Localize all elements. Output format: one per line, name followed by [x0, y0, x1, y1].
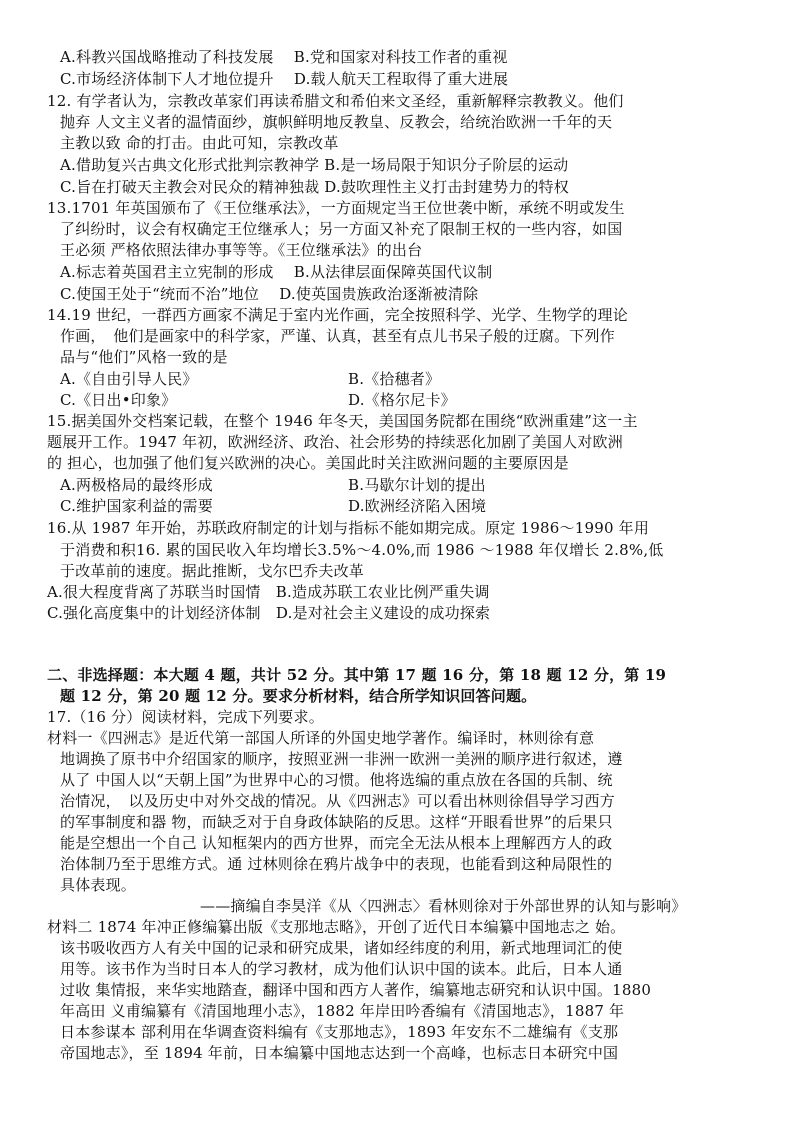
q13-stem: 王必须 严格依照法律办事等等。《王位继承法》的出台: [60, 241, 423, 259]
material-one-text: 的军事制度和器 物，而缺乏对于自身政体缺陷的反思。这样“开眼看世界”的后果只: [60, 813, 613, 831]
q15-stem: 题展开工作。1947 年初，欧洲经济、政治、社会形势的持续恶化加剧了美国人对欧洲: [47, 433, 623, 451]
material-two-text: 年高田 义甫编纂有《清国地理小志》，1882 年岸田吟香编有《清国地志》，1887 年: [60, 1002, 625, 1020]
q14-option-c: C.《日出•印象》: [60, 391, 177, 409]
q16-option-cd: C.强化高度集中的计划经济体制 D.是对社会主义建设的成功探索: [47, 604, 491, 622]
q14-option-d: D.《格尔尼卡》: [348, 391, 456, 409]
q14-option-a: A.《自由引导人民》: [60, 370, 198, 388]
q13-stem: 了纠纷时，议会有权确定王位继承人；另一方面又补充了限制王权的一些内容，如国: [60, 220, 623, 238]
q16-stem: 于改革前的速度。据此推断，戈尔巴乔夫改革: [60, 562, 365, 580]
q13-option-cd: C.使国王处于“统而不治”地位 D.使英国贵族政治逐渐被清除: [60, 285, 479, 303]
q15-stem: 15.据美国外交档案记载，在整个 1946 年冬天，美国国务院都在围绕“欧洲重建”这一主: [47, 412, 638, 430]
material-two-text: 该书吸收西方人有关中国的记录和研究成果，诸如经纬度的利用，新式地理词汇的使: [60, 939, 623, 957]
q17-instruction: 17.（16 分）阅读材料，完成下列要求。: [47, 708, 324, 726]
material-one-text: 材料一《四洲志》是近代第一部国人所译的外国史地学著作。编译时，林则徐有意: [47, 729, 595, 747]
material-two-text: 用等。该书作为当时日本人的学习教材，成为他们认识中国的读本。此后，日本人通: [60, 960, 623, 978]
q14-option-b: B.《拾穗者》: [348, 370, 441, 388]
q11-option-cd: C.市场经济体制下人才地位提升 D.载人航天工程取得了重大进展: [60, 70, 509, 88]
q11-option-ab: A.科教兴国战略推动了科技发展 B.党和国家对科技工作者的重视: [60, 48, 508, 66]
q16-stem: 16.从 1987 年开始，苏联政府制定的计划与指标不能如期完成。原定 1986～1990 年用: [47, 519, 650, 537]
material-one-text: 地调换了原书中介绍国家的顺序，按照亚洲一非洲一欧洲一美洲的顺序进行叙述，遵: [60, 750, 623, 768]
q15-option-b: B.马歇尔计划的提出: [348, 476, 486, 494]
section-two-heading: 二、非选择题：本大题 4 题，共计 52 分。其中第 17 题 16 分，第 18 题 12 分，第 19: [47, 666, 667, 684]
q12-stem: 抛弃 人文主义者的温情面纱，旗帜鲜明地反教皇、反教会，给统治欧洲一千年的天: [60, 113, 613, 131]
section-two-heading: 题 12 分，第 20 题 12 分。要求分析材料，结合所学知识回答问题。: [60, 687, 537, 705]
q13-option-ab: A.标志着英国君主立宪制的形成 B.从法律层面保障英国代议制: [60, 263, 493, 281]
material-one-text: 能是空想出一个自己 认知框架内的西方世界，而完全无法从根本上理解西方人的政: [60, 834, 613, 852]
q16-option-ab: A.很大程度背离了苏联当时国情 B.造成苏联工农业比例严重失调: [47, 583, 490, 601]
q15-option-a: A.两极格局的最终形成: [60, 476, 213, 494]
material-two-text: 过收 集情报，来华实地踏查，翻译中国和西方人著作，编纂地志研究和认识中国。1880: [60, 981, 652, 999]
q16-stem: 于消费和积16. 累的国民收入年均增长3.5%～4.0%,而 1986 ～1988 年仅增长 2.8%,低: [60, 541, 664, 559]
material-two-text: 帝国地志》，至 1894 年前，日本编纂中国地志达到一个高峰，也标志日本研究中国: [60, 1044, 619, 1062]
material-one-text: 治情况， 以及历史中对外交战的情况。从《四洲志》可以看出林则徐倡导学习西方: [60, 792, 615, 810]
q12-stem: 主教以致 命的打击。由此可知，宗教改革: [60, 134, 339, 152]
material-two-text: 材料二 1874 年冲正修编纂出版《支那地志略》，开创了近代日本编纂中国地志之 始。: [47, 918, 626, 936]
material-one-source: ——摘编自李昊洋《从〈四洲志〉看林则徐对于外部世界的认知与影响》: [200, 897, 687, 915]
q15-option-c: C.维护国家利益的需要: [60, 497, 213, 515]
q14-stem: 14.19 世纪，一群西方画家不满足于室内光作画，完全按照科学、光学、生物学的理论: [47, 306, 628, 324]
material-one-text: 治体制乃至于思维方式。通 过林则徐在鸦片战争中的表现，也能看到这种局限性的: [60, 855, 613, 873]
q12-option-ab: A.借助复兴古典文化形式批判宗教神学 B.是一场局限于知识分子阶层的运动: [60, 156, 569, 174]
material-one-text: 从了 中国人以“天朝上国”为世界中心的习惯。他将选编的重点放在各国的兵制、统: [60, 771, 613, 789]
material-two-text: 日本参谋本 部利用在华调查资料编有《支那地志》，1893 年安东不二雄编有《支那: [60, 1023, 619, 1041]
q12-option-cd: C.旨在打破天主教会对民众的精神独裁 D.鼓吹理性主义打击封建势力的特权: [60, 178, 569, 196]
q14-stem: 品与“他们”风格一致的是: [60, 348, 228, 366]
q15-option-d: D.欧洲经济陷入困境: [348, 497, 487, 515]
material-one-text: 具体表现。: [60, 876, 137, 894]
q13-stem: 13.1701 年英国颁布了《王位继承法》，一方面规定当王位世袭中断，承统不明或发生: [47, 199, 625, 217]
q14-stem: 作画， 他们是画家中的科学家，严谨、认真，甚至有点儿书呆子般的迂腐。下列作: [60, 327, 615, 345]
q12-stem: 12. 有学者认为，宗教改革家们再读希腊文和希伯来文圣经，重新解释宗教教义。他们: [47, 92, 624, 110]
q15-stem: 的 担心，也加强了他们复兴欧洲的决心。美国此时关注欧洲问题的主要原因是: [47, 454, 569, 472]
